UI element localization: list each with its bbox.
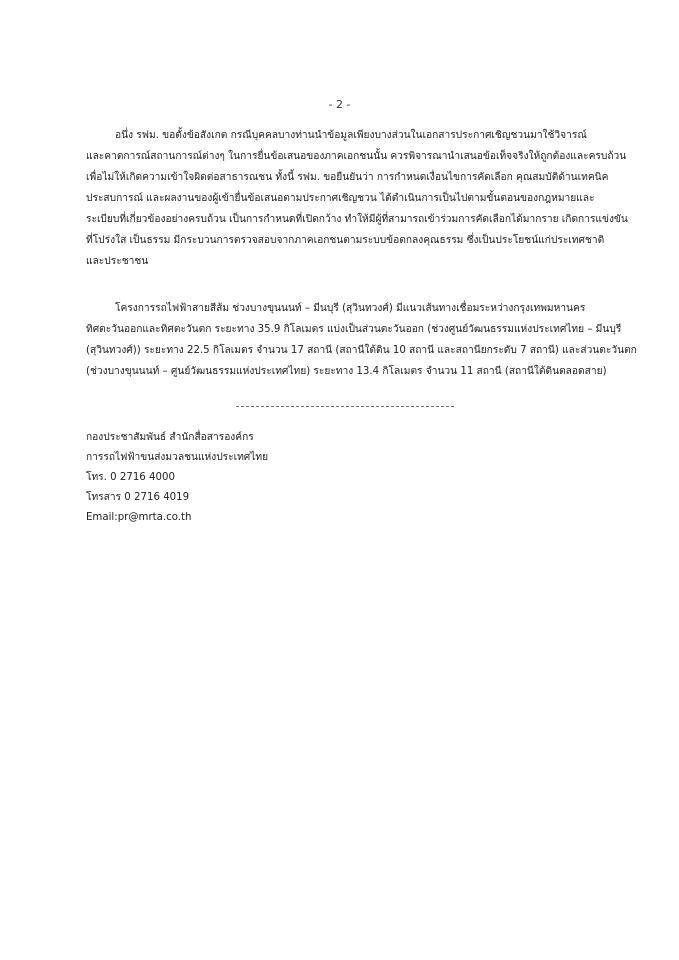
paragraph-project-description	[86, 298, 637, 382]
paragraph-line: (สุวินทวงศ์)) ระยะทาง 22.5 กิโลเมตร จำนวน 17 สถานี (สถานีใต้ดิน 10 สถานี และสถานียกระดับ 7 สถานี) และส่วนตะวันตก	[86, 345, 637, 356]
paragraph-line: และคาดการณ์สถานการณ์ต่างๆ ในการยื่นข้อเสนอของภาคเอกชนนั้น ควรพิจารณานำเสนอข้อเท็จจริงให้ถูกต้องและครบถ้วน	[86, 151, 627, 162]
contact-phone: โทร. 0 2716 4000	[86, 472, 175, 483]
paragraph-line: ประสบการณ์ และผลงานของผู้เข้ายื่นข้อเสนอตามประกาศเชิญชวน ได้ดำเนินการเป็นไปตามขั้นตอนของกฎหมายและ	[86, 193, 595, 204]
contact-organization: การรถไฟฟ้าขนส่งมวลชนแห่งประเทศไทย	[86, 452, 269, 463]
paragraph-line: ทิศตะวันออกและทิศตะวันตก ระยะทาง 35.9 กิโลเมตร แบ่งเป็นส่วนตะวันออก (ช่วงศูนย์วัฒนธรรมแห่งประเทศไทย – มีนบุรี	[86, 324, 622, 335]
paragraph-observation	[86, 125, 628, 272]
contact-block	[86, 428, 268, 528]
paragraph-line: (ช่วงบางขุนนนท์ – ศูนย์วัฒนธรรมแห่งประเทศไทย) ระยะทาง 13.4 กิโลเมตร จำนวน 11 สถานี (สถานีใต้ดินตลอดสาย)	[86, 366, 607, 377]
contact-department: กองประชาสัมพันธ์ สำนักสื่อสารองค์กร	[86, 432, 254, 443]
paragraph-line: อนึ่ง รฟม. ขอตั้งข้อสังเกต กรณีบุคคลบางท่านนำข้อมูลเพียงบางส่วนในเอกสารประกาศเชิญชวนมาใช้วิจารณ์	[115, 130, 587, 141]
paragraph-line: เพื่อไม่ให้เกิดความเข้าใจผิดต่อสาธารณชน ทั้งนี้ รฟม. ขอยืนยันว่า การกำหนดเงื่อนไขการคัดเลือก คุณสมบัติด้านเทคนิค	[86, 172, 609, 183]
paragraph-line: ระเบียบที่เกี่ยวข้องอย่างครบถ้วน เป็นการกำหนดที่เปิดกว้าง ทำให้มีผู้ที่สามารถเข้าร่วมการคัดเลือกได้มากราย เกิดการแข่งขัน	[86, 214, 628, 225]
contact-fax: โทรสาร 0 2716 4019	[86, 492, 190, 503]
paragraph-line: และประชาชน	[86, 256, 149, 267]
paragraph-line: โครงการรถไฟฟ้าสายสีส้ม ช่วงบางขุนนนท์ – มีนบุรี (สุวินทวงศ์) มีแนวเส้นทางเชื่อมระหว่างกรุงเทพมหานคร	[115, 303, 586, 314]
page-number: - 2 -	[328, 98, 351, 111]
section-separator	[236, 406, 454, 407]
contact-email: Email:pr@mrta.co.th	[86, 512, 192, 523]
paragraph-line: ที่โปร่งใส เป็นธรรม มีกระบวนการตรวจสอบจากภาคเอกชนตามระบบข้อตกลงคุณธรรม ซึ่งเป็นประโยชน์แก่ประเทศชาติ	[86, 235, 605, 246]
